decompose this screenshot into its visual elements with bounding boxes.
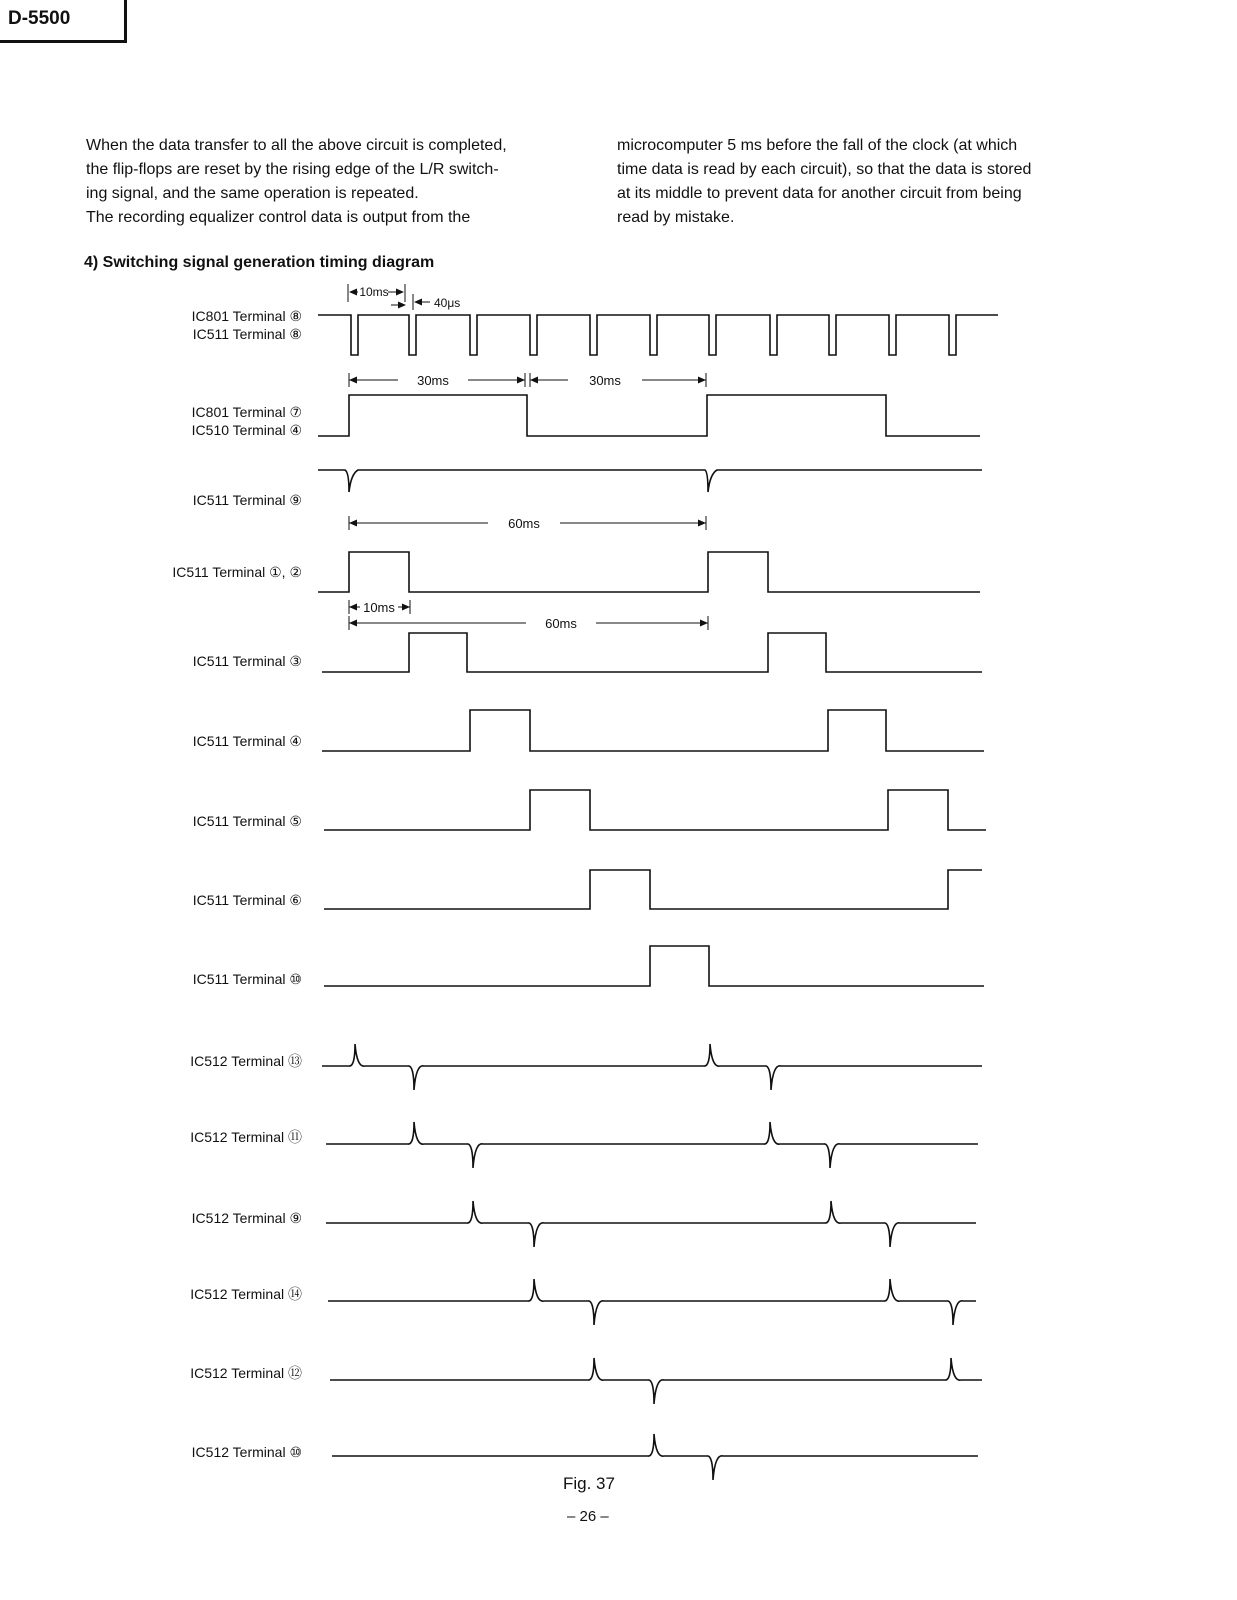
signal-label-clock: IC801 Terminal ⑧ bbox=[191, 308, 302, 324]
text-line: microcomputer 5 ms before the fall of the clock (at which bbox=[617, 137, 1018, 154]
signal-label-ic512-14: IC512 Terminal ⑭ bbox=[190, 1286, 302, 1302]
ic511-9-waveform bbox=[318, 470, 982, 492]
dim-ic511-12-period-label: 60ms bbox=[545, 616, 577, 631]
dim-lr-half-2-arrow bbox=[698, 377, 706, 384]
ic511-6-waveform bbox=[324, 870, 982, 909]
clock-waveform bbox=[318, 315, 998, 355]
dim-clock-pulse-label: 40μs bbox=[434, 296, 461, 310]
dim-ic511-9-period-label: 60ms bbox=[508, 516, 540, 531]
figure-caption: Fig. 37 bbox=[563, 1474, 615, 1493]
ic511-10-waveform bbox=[324, 946, 984, 986]
signal-label-ic512-13: IC512 Terminal ⑬ bbox=[190, 1053, 302, 1069]
text-line: When the data transfer to all the above circuit is completed, bbox=[86, 137, 507, 154]
ic511-5-waveform bbox=[324, 790, 986, 830]
dim-clock-pulse-arrow bbox=[414, 299, 422, 306]
dim-ic511-12-pulse-label: 10ms bbox=[363, 600, 395, 615]
dim-clock-period-arrow bbox=[349, 289, 357, 296]
dim-lr-half-1-arrow bbox=[517, 377, 525, 384]
ic511-1-2-waveform bbox=[318, 552, 980, 592]
signal-label-ic511-1-2: IC511 Terminal ①, ② bbox=[172, 564, 302, 580]
ic512-14-waveform bbox=[328, 1279, 976, 1325]
signal-label-ic511-9: IC511 Terminal ⑨ bbox=[192, 492, 302, 508]
signal-label-ic511-6: IC511 Terminal ⑥ bbox=[192, 892, 302, 908]
signal-label-lr: IC510 Terminal ④ bbox=[191, 422, 302, 438]
dim-lr-half-1-arrow bbox=[349, 377, 357, 384]
signal-label-ic511-5: IC511 Terminal ⑤ bbox=[192, 813, 302, 829]
signal-label-ic511-4: IC511 Terminal ④ bbox=[192, 733, 302, 749]
ic512-10-waveform bbox=[332, 1434, 978, 1480]
text-line: read by mistake. bbox=[617, 209, 735, 226]
dim-clock-period-arrow bbox=[396, 289, 404, 296]
model-number: D-5500 bbox=[8, 8, 71, 29]
dim-ic511-12-period-arrow bbox=[700, 620, 708, 627]
ic512-13-waveform bbox=[322, 1044, 982, 1090]
dim-ic511-12-pulse-arrow bbox=[402, 604, 410, 611]
page-number: – 26 – bbox=[567, 1508, 609, 1525]
dim-lr-half-2-label: 30ms bbox=[589, 373, 621, 388]
signal-label-ic511-10: IC511 Terminal ⑩ bbox=[192, 971, 302, 987]
dim-clock-period-label: 10ms bbox=[359, 285, 389, 299]
dim-ic511-9-period-arrow bbox=[349, 520, 357, 527]
ic512-9-waveform bbox=[326, 1201, 976, 1247]
section-heading: 4) Switching signal generation timing diagram bbox=[84, 254, 435, 271]
ic511-3-waveform bbox=[322, 633, 982, 672]
dim-ic511-12-pulse-arrow bbox=[349, 604, 357, 611]
signal-label-ic512-9: IC512 Terminal ⑨ bbox=[191, 1210, 302, 1226]
signal-label-lr: IC801 Terminal ⑦ bbox=[191, 404, 302, 420]
text-line: time data is read by each circuit), so that the data is stored bbox=[617, 161, 1032, 178]
ic512-11-waveform bbox=[326, 1122, 978, 1168]
text-line: ing signal, and the same operation is repeated. bbox=[86, 185, 419, 202]
dim-ic511-9-period-arrow bbox=[698, 520, 706, 527]
lr-waveform bbox=[318, 395, 980, 436]
dim-lr-half-2-arrow bbox=[530, 377, 538, 384]
signal-label-ic512-12: IC512 Terminal ⑫ bbox=[190, 1365, 302, 1381]
text-line: the flip-flops are reset by the rising edge of the L/R switch- bbox=[86, 161, 499, 178]
text-line: The recording equalizer control data is output from the bbox=[86, 209, 471, 226]
signal-label-clock: IC511 Terminal ⑧ bbox=[192, 326, 302, 342]
dim-clock-pulse-arrow bbox=[398, 302, 406, 309]
ic511-4-waveform bbox=[322, 710, 984, 751]
dim-lr-half-1-label: 30ms bbox=[417, 373, 449, 388]
signal-label-ic512-10: IC512 Terminal ⑩ bbox=[191, 1444, 302, 1460]
dim-ic511-12-period-arrow bbox=[349, 620, 357, 627]
signal-label-ic511-3: IC511 Terminal ③ bbox=[192, 653, 302, 669]
ic512-12-waveform bbox=[330, 1358, 982, 1404]
text-line: at its middle to prevent data for another circuit from being bbox=[617, 185, 1022, 202]
signal-label-ic512-11: IC512 Terminal ⑪ bbox=[190, 1129, 302, 1145]
